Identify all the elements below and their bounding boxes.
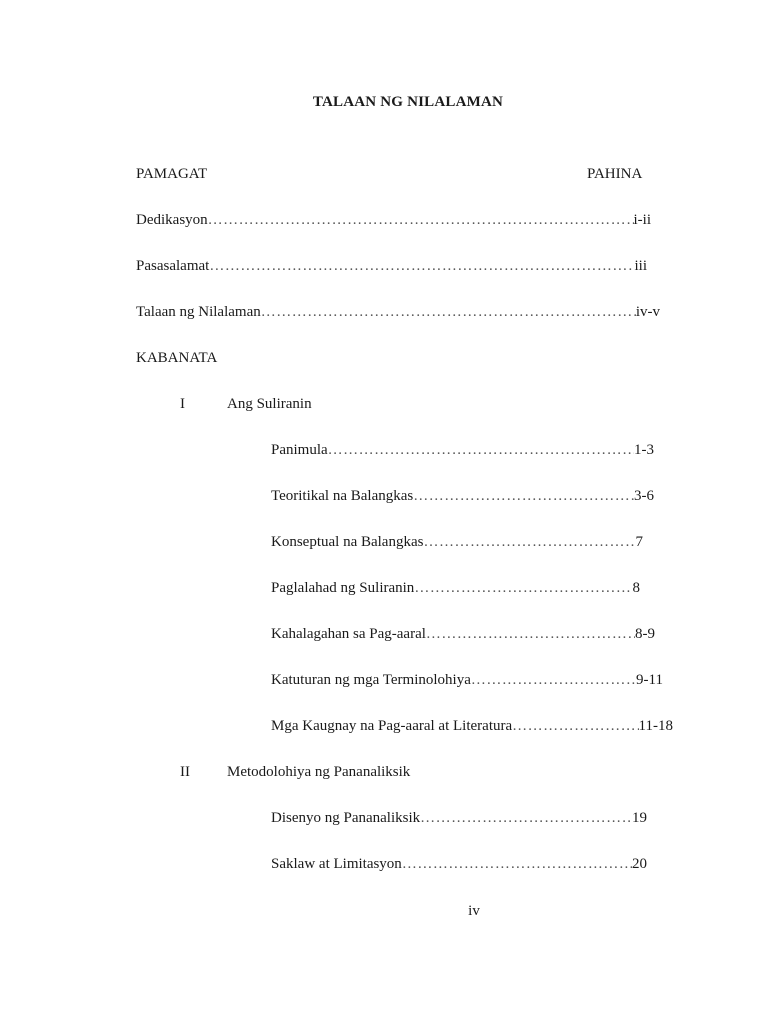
toc-entry-page: i-ii (633, 212, 651, 228)
page-title: TALAAN NG NILALAMAN (312, 94, 504, 110)
toc-section-label: Disenyo ng Pananaliksik (271, 810, 421, 826)
toc-section-label: Panimula (271, 442, 328, 458)
toc-entry-page: iii (634, 258, 647, 274)
toc-section-label: Mga Kaugnay na Pag-aaral at Literatura (271, 718, 513, 734)
toc-entry-label: Talaan ng Nilalaman (136, 304, 261, 320)
toc-entry-dedikasyon (136, 213, 651, 228)
chapter-number: I (180, 396, 185, 412)
toc-section-page: 19 (632, 810, 647, 826)
leader-dots (413, 489, 634, 504)
leader-dots (208, 213, 634, 228)
toc-section-page: 1-3 (634, 442, 654, 458)
toc-section-label: Katuturan ng mga Terminolohiya (271, 672, 471, 688)
toc-section-label: Saklaw at Limitasyon (271, 856, 402, 872)
chapters-heading: KABANATA (136, 350, 218, 366)
toc-section-page: 7 (635, 534, 643, 550)
toc-section-page: 20 (632, 856, 647, 872)
leader-dots (261, 305, 636, 320)
toc-section-teoritikal (271, 489, 654, 504)
leader-dots (328, 443, 634, 458)
leader-dots (512, 719, 638, 734)
leader-dots (426, 627, 635, 642)
column-header-page: PAHINA (587, 166, 643, 182)
toc-section-label: Paglalahad ng Suliranin (271, 580, 415, 596)
toc-section-kahalagahan (271, 627, 655, 642)
chapter-title: Ang Suliranin (227, 396, 312, 412)
toc-entry-label: Dedikasyon (136, 212, 208, 228)
chapter-title: Metodolohiya ng Pananaliksik (227, 764, 411, 780)
toc-section-page: 9-11 (636, 672, 663, 688)
leader-dots (471, 673, 636, 688)
toc-section-label: Teoritikal na Balangkas (271, 488, 414, 504)
toc-entry-pasasalamat (136, 259, 647, 274)
leader-dots (414, 581, 632, 596)
toc-section-label: Konseptual na Balangkas (271, 534, 424, 550)
leader-dots (402, 857, 632, 872)
leader-dots (423, 535, 635, 550)
toc-section-disenyo (271, 811, 647, 826)
toc-section-panimula (271, 443, 654, 458)
toc-section-page: 8-9 (635, 626, 655, 642)
toc-section-page: 11-18 (638, 718, 673, 734)
toc-section-kaugnay (271, 719, 673, 734)
leader-dots (420, 811, 632, 826)
toc-section-saklaw (271, 857, 647, 872)
leader-dots (209, 259, 634, 274)
toc-section-page: 8 (632, 580, 640, 596)
toc-entry-page: iv-v (635, 304, 660, 320)
column-header-title: PAMAGAT (136, 166, 208, 182)
toc-section-page: 3-6 (634, 488, 654, 504)
toc-section-paglalahad (271, 581, 640, 596)
page-number: iv (468, 903, 480, 919)
toc-section-label: Kahalagahan sa Pag-aaral (271, 626, 426, 642)
toc-section-konseptual (271, 535, 643, 550)
toc-section-katuturan (271, 673, 663, 688)
toc-entry-talaan (136, 305, 660, 320)
chapter-number: II (180, 764, 190, 780)
toc-entry-label: Pasasalamat (136, 258, 210, 274)
